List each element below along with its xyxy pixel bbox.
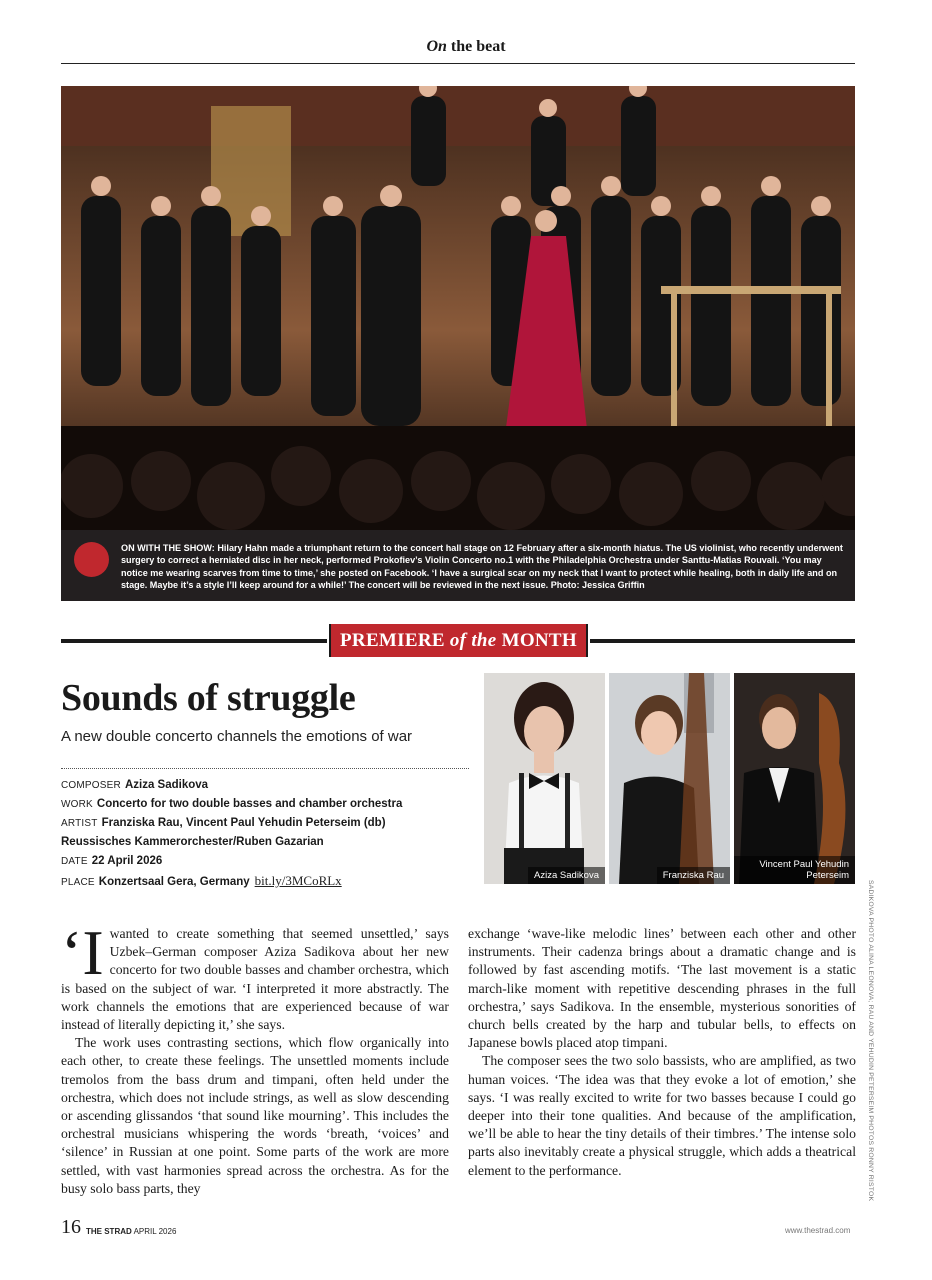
paragraph	[61, 917, 449, 1034]
fact-value: Concerto for two double basses and chamber orchestra	[96, 798, 403, 810]
caption-dot-icon	[74, 542, 109, 577]
paragraph: The work uses contrasting sections, which flow organically into each other, to create these feelings. The unsettled moments include tremolos from the bass drum and timpani, often held under the orchestra, which does not include strings, as well as slow descending or ascending glissandos ‘that sound like mourning’. This includes the orchestral musicians whispering the words ‘breath, ‘voices’ and ‘silence’ in Russian at one point. Some parts of the work are more settled, with vast harmonies spread across the orchestra. As for the busy solo bass parts, they	[61, 1035, 449, 1196]
portrait-label: Franziska Rau	[657, 867, 730, 884]
fact-work	[61, 795, 471, 814]
concert-illustration	[61, 86, 855, 530]
facts-divider	[61, 768, 469, 769]
paragraph-text: wanted to create something that seemed unsettled,’ says Uzbek–German composer Aziza Sadikova about her new concerto for two double basses and chamber orchestra, which is based on the subject of war. ‘I interpreted it more abstractly. The work channels the emotions that are experienced because of war instead of literally depicting it,’ she says.	[61, 926, 449, 1033]
portrait-peterseim	[734, 673, 855, 884]
fact-date	[61, 852, 471, 871]
portrait-illustration	[734, 673, 855, 884]
photo-caption	[61, 530, 855, 601]
fact-ensemble	[61, 833, 471, 852]
section-label	[0, 38, 932, 56]
event-link[interactable]: bit.ly/3MCoRLx	[254, 873, 342, 888]
fact-key: WORK	[61, 799, 93, 810]
footer-url[interactable]: www.thestrad.com	[785, 1226, 851, 1235]
fact-artist	[61, 814, 471, 833]
footer-magazine	[86, 1227, 176, 1236]
paragraph: The composer sees the two solo bassists, who are amplified, as two human voices. ‘The idea was that they evoke a lot of emotion,’ she says. ‘I was really excited to write for two basses because I could go deeper into their tone qualities. And because of the amplification, we’ll be able to hear the tiny details of their timbres.’ The intense solo parts also inevitably create a physical struggle, which adds a theatrical element to the performance.	[468, 1053, 856, 1178]
portrait-label: Aziza Sadikova	[528, 867, 605, 884]
fact-value: Reussisches Kammerorchester/Ruben Gazarian	[61, 836, 324, 848]
fact-place	[61, 871, 471, 892]
portrait-rau	[609, 673, 730, 884]
banner-rule-right	[590, 639, 855, 643]
photo-credit	[864, 880, 876, 1210]
banner-word-2: of the	[449, 630, 497, 651]
fact-key: ARTIST	[61, 818, 98, 829]
fact-key: PLACE	[61, 877, 95, 888]
caption-text: ON WITH THE SHOW: Hilary Hahn made a triumphant return to the concert hall stage on 12 February after a six-month hiatus. The US violinist, who recently underwent surgery to correct a herniated disc in her neck, performed Prokofiev’s Violin Concerto no.1 with the Philadelphia Orchestra under Santtu-Matias Rouvali. ‘You may notice me wearing scarves from time to time,’ she posted on Facebook. ‘I have a surgical scar on my neck that I want to protect while healing, both in daily life and on stage. Maybe it’s a style I’ll keep around for a while!’ The concert will be reviewed in the next issue. Photo: Jessica Griffin	[121, 543, 843, 591]
fact-key: DATE	[61, 856, 88, 867]
photo-credit-text: SADIKOVA PHOTO ALINA LEONOVA; RAU AND YEHUDIN PETERSEIM PHOTOS RONNY RISTOK	[867, 880, 874, 1202]
fact-value: Franziska Rau, Vincent Paul Yehudin Peterseim (db)	[101, 817, 386, 829]
article-column-1	[61, 917, 449, 1198]
portrait-label: Vincent Paul Yehudin Peterseim	[734, 856, 855, 884]
issue-date: APRIL 2026	[133, 1227, 177, 1236]
article-headline: Sounds of struggle	[61, 677, 356, 719]
magazine-name: THE STRAD	[86, 1227, 132, 1236]
premiere-banner	[329, 624, 588, 657]
fact-composer	[61, 776, 471, 795]
banner-word-1: PREMIERE	[340, 630, 445, 651]
page-number: 16	[61, 1216, 81, 1238]
concert-photo	[61, 86, 855, 530]
portrait-illustration	[609, 673, 730, 884]
drop-cap: ‘I	[61, 917, 104, 988]
top-rule	[61, 63, 855, 64]
portrait-illustration	[484, 673, 605, 884]
premiere-facts	[61, 776, 471, 892]
article-column-2	[468, 925, 856, 1180]
banner-rule-left	[61, 639, 327, 643]
section-label-rest: the beat	[450, 38, 506, 55]
fact-value: 22 April 2026	[91, 855, 163, 867]
paragraph: exchange ‘wave-like melodic lines’ between each other and other instruments. Their cadenza brings about a dramatic change and is followed by fast ascending motifs. ‘The last movement is a static march-like moment with repetitive descending phrases in the full orchestra,’ says Sadikova. In the ensemble, mysterious sonorities of church bells created by the harp and tubular bells, to effects on Japanese bowls placed atop timpani.	[468, 926, 856, 1051]
banner-word-3: MONTH	[501, 630, 577, 651]
article-standfirst: A new double concerto channels the emotions of war	[61, 728, 413, 745]
fact-key: COMPOSER	[61, 780, 121, 791]
section-label-italic: On	[426, 38, 447, 55]
portrait-sadikova	[484, 673, 605, 884]
fact-value: Aziza Sadikova	[124, 779, 209, 791]
fact-value: Konzertsaal Gera, Germany	[98, 876, 250, 888]
